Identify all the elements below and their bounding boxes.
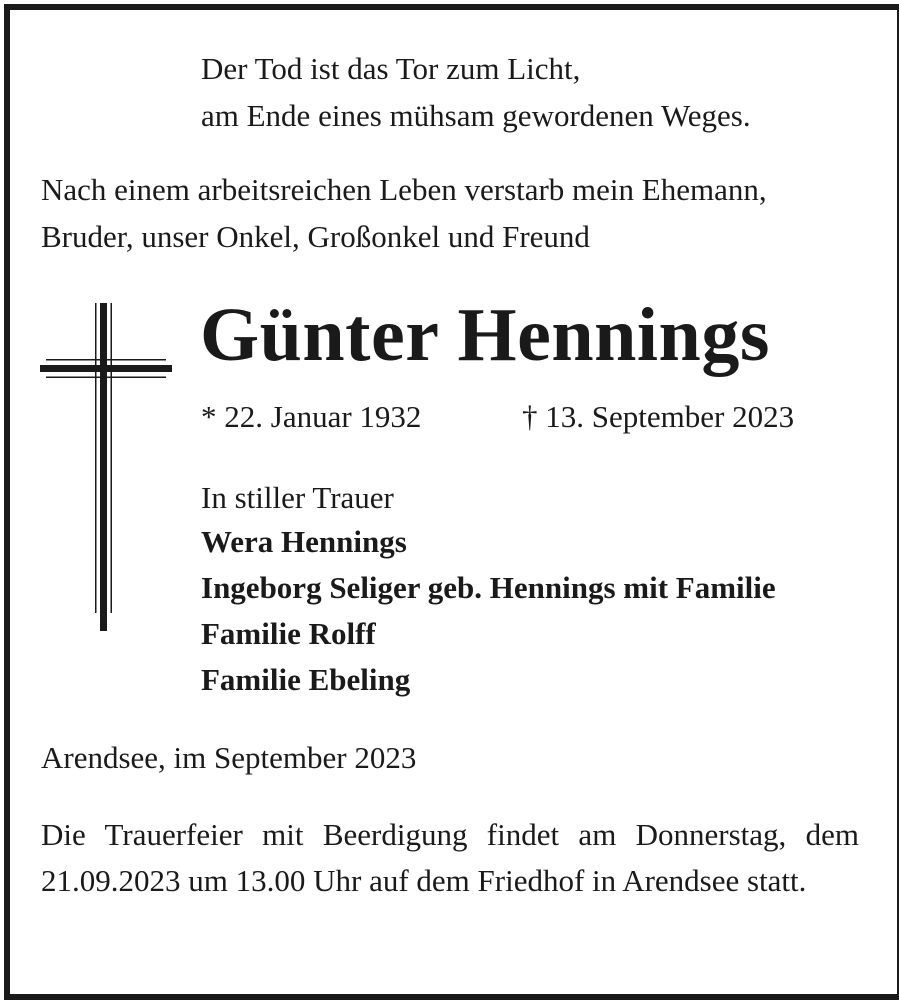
- mourner-item: Ingeborg Seliger geb. Hennings mit Familie: [201, 570, 776, 605]
- place-date: Arendsee, im September 2023: [41, 740, 417, 775]
- verse-line-1: Der Tod ist das Tor zum Licht,: [201, 51, 581, 86]
- mourners-list: [201, 519, 776, 703]
- mourner-item: Familie Ebeling: [201, 662, 411, 697]
- mourning-heading: In stiller Trauer: [201, 480, 394, 515]
- cross-icon: [40, 303, 172, 631]
- birth-date: * 22. Januar 1932: [201, 399, 422, 434]
- verse: [201, 45, 751, 139]
- funeral-info: Die Trauerfeier mit Beerdigung findet am Donnerstag, dem 21.09.2023 um 13.00 Uhr auf dem Friedhof in Arendsee statt.: [41, 817, 859, 898]
- intro-line-1: Nach einem arbeitsreichen Leben verstarb mein Ehemann,: [41, 172, 767, 207]
- intro-text: [41, 166, 767, 260]
- verse-line-2: am Ende eines mühsam gewordenen Weges.: [201, 98, 751, 133]
- mourner-item: Wera Hennings: [201, 524, 407, 559]
- intro-line-2: Bruder, unser Onkel, Großonkel und Freund: [41, 219, 590, 254]
- mourner-item: Familie Rolff: [201, 616, 376, 651]
- death-date: † 13. September 2023: [522, 399, 795, 434]
- deceased-name: Günter Hennings: [200, 293, 770, 377]
